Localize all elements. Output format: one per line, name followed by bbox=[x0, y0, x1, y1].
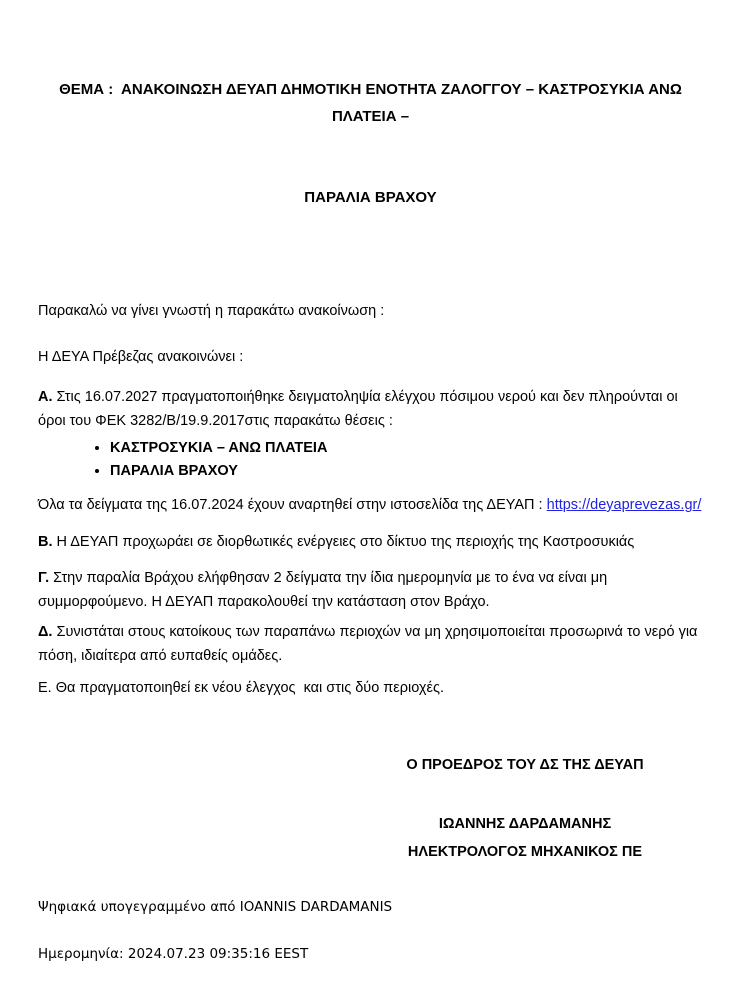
signatory-role: Ο ΠΡΟΕΔΡΟΣ ΤΟΥ ΔΣ ΤΗΣ ΔΕΥΑΠ bbox=[406, 757, 644, 773]
signatory-name: ΙΩΑΝΝΗΣ ΔΑΡΔΑΜΑΝΗΣ bbox=[438, 816, 612, 832]
signatory-title: ΗΛΕΚΤΡΟΛΟΓΟΣ ΜΗΧΑΝΙΚΟΣ ΠΕ bbox=[407, 844, 643, 860]
section-c-text: Στην παραλία Βράχου ελήφθησαν 2 δείγματα την ίδια ημερομηνία με το ένα να είναι μη συμμορφούμενο. Η ΔΕΥΑΠ παρακολουθεί την κατάσταση στον Βράχο. bbox=[38, 570, 612, 610]
section-b-text: Η ΔΕΥΑΠ προχωράει σε διορθωτικές ενέργειες στο δίκτυο της περιοχής της Καστροσυκιάς bbox=[52, 534, 635, 550]
section-c-paragraph bbox=[38, 566, 703, 614]
locations-list bbox=[38, 437, 703, 483]
title-line-2: ΠΑΡΑΛΙΑ ΒΡΑΧΟΥ bbox=[304, 189, 437, 206]
samples-text: Όλα τα δείγματα της 16.07.2024 έχουν αναρτηθεί στην ιστοσελίδα της ΔΕΥΑΠ : bbox=[38, 497, 547, 513]
intro-paragraph: Παρακαλώ να γίνει γνωστή η παρακάτω ανακοίνωση : bbox=[38, 303, 385, 319]
section-e-paragraph: Ε. Θα πραγματοποιηθεί εκ νέου έλεγχος και στις δύο περιοχές. bbox=[38, 680, 445, 696]
digital-signature-line-1: Ψηφιακά υπογεγραμμένο από IOANNIS DARDAMANIS bbox=[38, 899, 393, 915]
samples-paragraph bbox=[38, 493, 703, 517]
list-item-kastrosykia: • ΚΑΣΤΡΟΣΥΚΙΑ – ΑΝΩ ΠΛΑΤΕΙΑ bbox=[110, 437, 703, 460]
title-line-1: ΘΕΜΑ : ΑΝΑΚΟΙΝΩΣΗ ΔΕΥΑΠ ΔΗΜΟΤΙΚΗ ΕΝΟΤΗΤΑ ΖΑΛΟΓΓΟΥ – ΚΑΣΤΡΟΣΥΚΙΑ ΑΝΩ ΠΛΑΤΕΙΑ – bbox=[59, 81, 687, 125]
section-a-paragraph bbox=[38, 385, 703, 433]
section-a-text: Στις 16.07.2027 πραγματοποιήθηκε δειγματοληψία ελέγχου πόσιμου νερού και δεν πληρούνται οι όροι του ΦΕΚ 3282/Β/19.9.2017στις παρακάτω θέσεις : bbox=[38, 389, 682, 429]
section-a-label: Α. bbox=[38, 389, 53, 405]
deyap-website-link[interactable]: https://deyaprevezas.gr/ bbox=[546, 497, 702, 513]
digital-signature-line-2: Ημερομηνία: 2024.07.23 09:35:16 EEST bbox=[38, 945, 309, 962]
section-d-text: Συνιστάται στους κατοίκους των παραπάνω περιοχών να μη χρησιμοποιείται προσωρινά το νερό για πόση, ιδιαίτερα από ευπαθείς ομάδες. bbox=[38, 624, 702, 664]
section-b-paragraph bbox=[38, 530, 703, 554]
section-d-label: Δ. bbox=[38, 624, 53, 640]
section-c-label: Γ. bbox=[38, 570, 50, 586]
list-item-paralia-vrachou: • ΠΑΡΑΛΙΑ ΒΡΑΧΟΥ bbox=[110, 460, 703, 483]
digital-signature-stamp bbox=[38, 869, 703, 993]
document-title bbox=[38, 22, 703, 265]
signature-block bbox=[375, 752, 675, 865]
section-d-paragraph bbox=[38, 620, 703, 668]
announcer-paragraph: Η ΔΕΥΑ Πρέβεζας ανακοινώνει : bbox=[38, 349, 244, 365]
section-b-label: Β. bbox=[38, 534, 53, 550]
